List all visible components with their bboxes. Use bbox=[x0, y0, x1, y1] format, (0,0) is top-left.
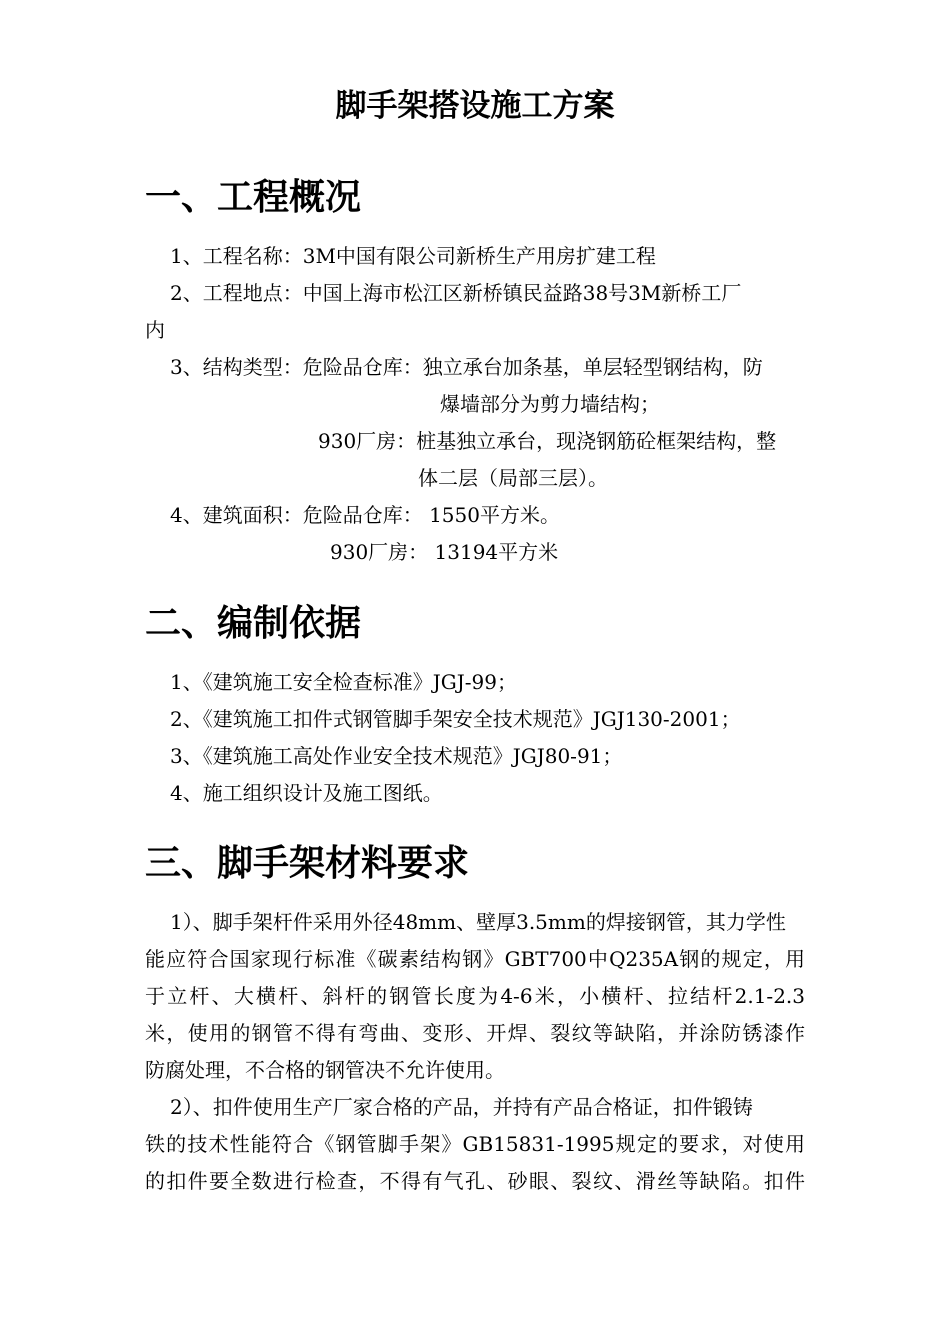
overview-item-area: 4、建筑面积：危险品仓库： 1550平方米。 bbox=[170, 503, 560, 527]
section-heading-basis: 二、编制依据 bbox=[145, 603, 362, 644]
section-heading-materials: 三、脚手架材料要求 bbox=[145, 843, 470, 884]
materials-paragraph-1-line: 能应符合国家现行标准《碳素结构钢》GBT700中Q235A钢的规定，用 bbox=[145, 947, 805, 971]
overview-item-structure-cont1: 爆墙部分为剪力墙结构； bbox=[440, 392, 660, 416]
basis-item-4: 4、施工组织设计及施工图纸。 bbox=[170, 781, 443, 805]
section-heading-overview: 一、工程概况 bbox=[145, 177, 362, 218]
materials-paragraph-1-line: 防腐处理，不合格的钢管决不允许使用。 bbox=[145, 1058, 505, 1082]
overview-item-project-name: 1、工程名称：3M中国有限公司新桥生产用房扩建工程 bbox=[170, 244, 656, 268]
overview-item-location-cont: 内 bbox=[145, 318, 165, 342]
basis-item-2: 2、《建筑施工扣件式钢管脚手架安全技术规范》JGJ130-2001； bbox=[170, 707, 741, 731]
overview-item-area-cont: 930厂房： 13194平方米 bbox=[330, 540, 559, 564]
overview-item-structure-cont3: 体二层（局部三层）。 bbox=[418, 466, 608, 490]
materials-paragraph-1-line: 1）、脚手架杆件采用外径48mm、壁厚3.5mm的焊接钢管，其力学性 bbox=[170, 910, 786, 934]
materials-paragraph-2-line: 铁的技术性能符合《钢管脚手架》GB15831-1995规定的要求，对使用 bbox=[145, 1132, 805, 1156]
overview-item-structure: 3、结构类型：危险品仓库：独立承台加条基，单层轻型钢结构，防 bbox=[170, 355, 763, 379]
basis-item-3: 3、《建筑施工高处作业安全技术规范》JGJ80-91； bbox=[170, 744, 623, 768]
overview-item-location: 2、工程地点：中国上海市松江区新桥镇民益路38号3M新桥工厂 bbox=[170, 281, 742, 305]
basis-item-1: 1、《建筑施工安全检查标准》JGJ-99； bbox=[170, 670, 517, 694]
overview-item-structure-cont2: 930厂房：桩基独立承台，现浇钢筋砼框架结构，整 bbox=[318, 429, 777, 453]
materials-paragraph-2-line: 的扣件要全数进行检查，不得有气孔、砂眼、裂纹、滑丝等缺陷。扣件 bbox=[145, 1169, 805, 1193]
materials-paragraph-1-line: 于立杆、大横杆、斜杆的钢管长度为4-6米，小横杆、拉结杆2.1-2.3 bbox=[145, 984, 805, 1008]
materials-paragraph-1-line: 米，使用的钢管不得有弯曲、变形、开焊、裂纹等缺陷，并涂防锈漆作 bbox=[145, 1021, 805, 1045]
document-title: 脚手架搭设施工方案 bbox=[335, 88, 615, 124]
materials-paragraph-2-line: 2）、扣件使用生产厂家合格的产品，并持有产品合格证，扣件锻铸 bbox=[170, 1095, 753, 1119]
